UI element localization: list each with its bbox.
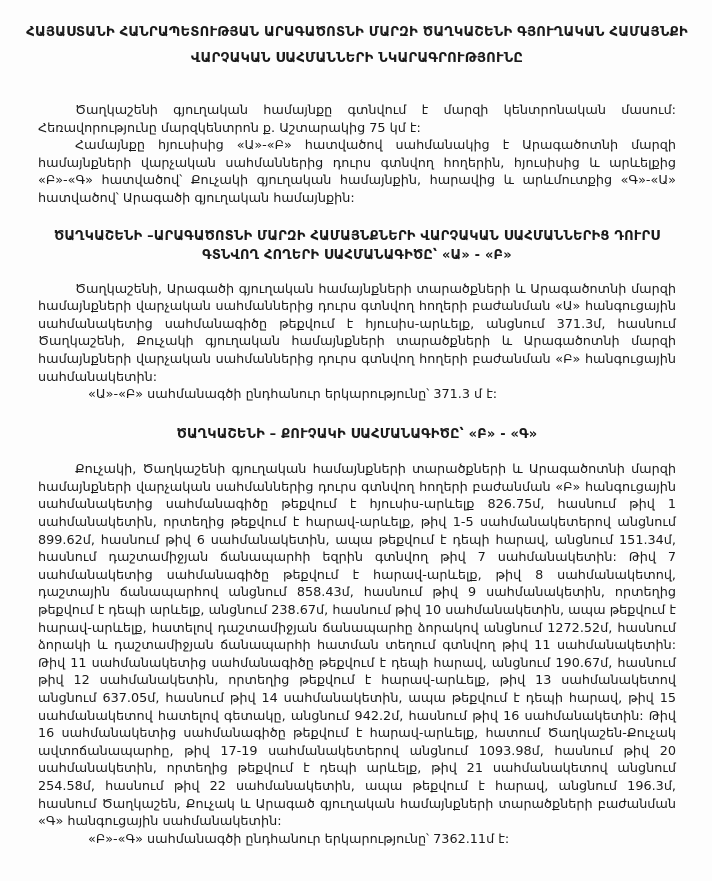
paragraph-location-intro: Ծաղկաշենի գյուղական համայնքը գտնվում է մարզի կենտրոնական մասում: Հեռավորությունը մարզկենտրոն ք. Աշտարակից 75 կմ է: [38, 103, 676, 136]
section-heading-ab: ԾԱՂԿԱՇԵՆԻ –ԱՐԱԳԱԾՈՏՆԻ ՄԱՐԶԻ ՀԱՄԱՅՆՔՆԵՐԻ ՎԱՐՉԱԿԱՆ ՍԱՀՄԱՆՆԵՐԻՑ ԴՈՒՐՍ ԳՏՆՎՈՂ ՀՈՂԵՐԻ ՍԱՀՄԱՆԱԳԻԾԸ՝ «Ա» - «Բ» [53, 228, 661, 264]
section-bg-total-length: «Բ»-«Գ» սահմանագծի ընդհանուր երկարությունը՝ 7362.11մ է: [88, 831, 510, 847]
section-ab-total-length: «Ա»-«Բ» սահմանագծի ընդհանուր երկարությունը՝ 371.3 մ է: [88, 387, 498, 403]
section-heading-bg: ԾԱՂԿԱՇԵՆԻ – ՔՈՒՉԱԿԻ ՍԱՀՄԱՆԱԳԻԾԸ՝ «Բ» - «Գ» [176, 426, 538, 442]
paragraph-border-overview: Համայնքը հյուսիսից «Ա»-«Բ» հատվածով սահմանակից է Արագածոտնի մարզի համայնքների վարչական սահմաններից դուրս գտնվող հողերին, հյուսիսից և արևելքից «Բ»-«Գ» հատվածով՝ Քուչակի գյուղական համայնքին, հարավից և արևմուտքից «Գ»-«Ա» հատվածով՝ Արագածի գյուղական համայնքին: [38, 138, 676, 206]
paragraph-section-ab-body: Ծաղկաշենի, Արագածի գյուղական համայնքների տարածքների և Արագածոտնի մարզի համայնքների վարչական սահմաններից դուրս գտնվող հողերի բաժանման «Ա» հանգուցային սահմանակետից սահմանագիծը թեքվում է հյուսիս-արևելք, անցնում 371.3մ, հասնում Ծաղկաշենի, Քուչակի գյուղական համայնքների տարածքների և Արագածոտնի մարզի համայնքների վարչական սահմաններից դուրս գտնվող հողերի բաժանման «Բ» հանգուցային սահմանակետին: [38, 281, 676, 385]
document-body [38, 102, 676, 848]
document-title [12, 20, 702, 72]
document-title-line1: ՀԱՅԱՍՏԱՆԻ ՀԱՆՐԱՊԵՏՈՒԹՅԱՆ ԱՐԱԳԱԾՈՏՆԻ ՄԱՐԶԻ ԾԱՂԿԱՇԵՆԻ ԳՅՈՒՂԱԿԱՆ ՀԱՄԱՅՆՔԻ [26, 25, 688, 40]
document-title-line2: ՎԱՐՉԱԿԱՆ ՍԱՀՄԱՆՆԵՐԻ ՆԿԱՐԱԳՐՈՒԹՅՈՒՆԸ [190, 51, 524, 66]
paragraph-section-bg-body: Քուչակի, Ծաղկաշենի գյուղական համայնքների տարածքների և Արագածոտնի մարզի համայնքների վարչական սահմաններից դուրս գտնվող հողերի բաժանման «Բ» հանգուցային սահմանակետից սահմանագիծը թեքվում է հյուսիս-արևելք 826.75մ, հասնում թիվ 1 սահմանակետին, որտեղից թեքվում է հարավ-արևելք, թիվ 1-5 սահմանակետերով անցնում 899.62մ, հասնում թիվ 6 սահմանակետին, ապա թեքվում է դեպի հարավ, անցնում 151.34մ, հասնում դաշտամիջյան ճանապարհի եզրին գտնվող թիվ 7 սահմանակետին: Թիվ 7 սահմանակետից սահմանագիծը թեքվում է հարավ-արևելք, թիվ 8 սահմանակետով, դաշտային ճանապարհով անցնում 858.43մ, հասնում թիվ 9 սահմանակետին, որտեղից թեքվում է դեպի արևելք, անցնում 238.67մ, հասնում թիվ 10 սահմանակետին, ապա թեքվում է հարավ-արևելք, հատելով դաշտամիջյան ճանապարհը ձորակով անցնում 1272.52մ, հասնում ձորակի և դաշտամիջյան ճանապարհի հատման տեղում գտնվող թիվ 11 սահմանակետին: Թիվ 11 սահմանակետից սահմանագիծը թեքվում է դեպի հարավ, անցնում 190.67մ, հասնում թիվ 12 սահմանակետին, որտեղից թեքվում է հարավ-արևելք, թիվ 13 սահմանակետով անցնում 637.05մ, հասնում թիվ 14 սահմանակետին, ապա թեքվում է դեպի հարավ, թիվ 15 սահմանակետով հատելով գետակը, անցնում 942.2մ, հասնում թիվ 16 սահմանակետին: Թիվ 16 սահմանակետից սահմանագիծը թեքվում է հարավ-արևելք, հատում Ծաղկաշեն-Քուչակ ավտոճանապարհը, թիվ 17-19 սահմանակետերով անցնում 1093.98մ, հասնում թիվ 20 սահմանակետին, որտեղից թեքվում է դեպի արևելք, թիվ 21 սահմանակետով անցնում 254.58մ, հասնում թիվ 22 սահմանակետին, ապա թեքվում է հարավ, անցնում 196.3մ, հասնում Ծաղկաշեն, Քուչակ և Արագած գյուղական համայնքների տարածքների բաժանման «Գ» հանգուցային սահմանակետին: [38, 462, 676, 830]
